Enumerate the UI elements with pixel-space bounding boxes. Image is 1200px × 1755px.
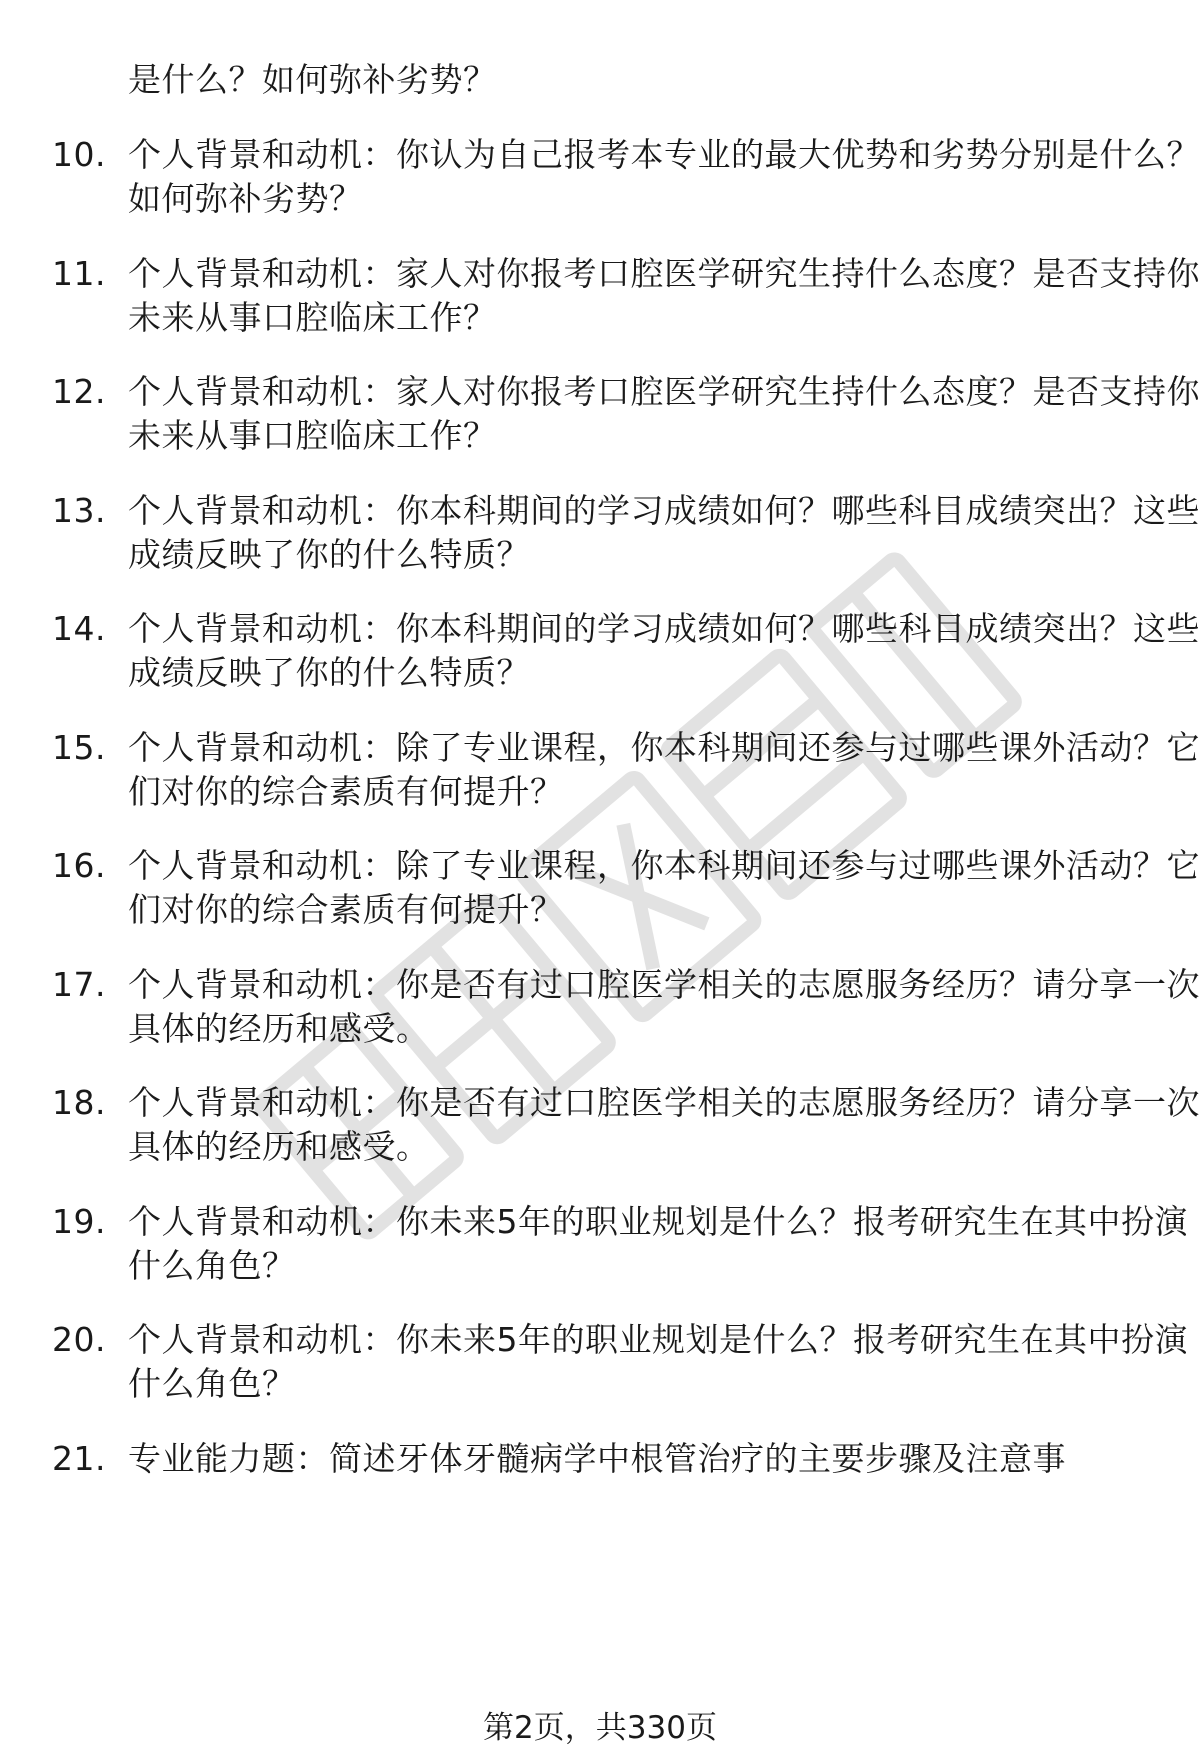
item-number: 18. (52, 1083, 106, 1122)
page-footer: 第2页，共330页 (483, 1710, 717, 1746)
item-number: 12. (52, 372, 106, 411)
item-number: 11. (52, 254, 106, 293)
item-text: 个人背景和动机：你是否有过口腔医学相关的志愿服务经历？请分享一次具体的经历和感受。 (128, 965, 1200, 1048)
item-text: 个人背景和动机：你未来5年的职业规划是什么？报考研究生在其中扮演什么角色？ (128, 1202, 1188, 1285)
item-text: 个人背景和动机：家人对你报考口腔医学研究生持什么态度？是否支持你未来从事口腔临床工作？ (128, 372, 1200, 455)
item-number: 13. (52, 491, 106, 530)
item-number: 14. (52, 609, 106, 648)
continuation-text: 是什么？如何弥补劣势？ (128, 60, 497, 99)
item-text: 个人背景和动机：家人对你报考口腔医学研究生持什么态度？是否支持你未来从事口腔临床工作？ (128, 254, 1200, 337)
item-number: 21. (52, 1439, 106, 1478)
item-text: 个人背景和动机：你本科期间的学习成绩如何？哪些科目成绩突出？这些成绩反映了你的什么特质？ (128, 609, 1200, 692)
item-number: 17. (52, 965, 106, 1004)
item-text: 个人背景和动机：除了专业课程，你本科期间还参与过哪些课外活动？它们对你的综合素质有何提升？ (128, 728, 1200, 811)
item-text: 个人背景和动机：你认为自己报考本专业的最大优势和劣势分别是什么？如何弥补劣势？ (128, 135, 1200, 218)
item-text: 个人背景和动机：你本科期间的学习成绩如何？哪些科目成绩突出？这些成绩反映了你的什么特质？ (128, 491, 1200, 574)
item-number: 16. (52, 846, 106, 885)
item-text: 个人背景和动机：你是否有过口腔医学相关的志愿服务经历？请分享一次具体的经历和感受。 (128, 1083, 1200, 1166)
item-text: 个人背景和动机：你未来5年的职业规划是什么？报考研究生在其中扮演什么角色？ (128, 1320, 1188, 1403)
item-text: 个人背景和动机：除了专业课程，你本科期间还参与过哪些课外活动？它们对你的综合素质有何提升？ (128, 846, 1200, 929)
item-number: 20. (52, 1320, 106, 1359)
item-number: 10. (52, 135, 106, 174)
item-text: 专业能力题：简述牙体牙髓病学中根管治疗的主要步骤及注意事 (128, 1439, 1066, 1478)
item-number: 19. (52, 1202, 106, 1241)
item-number: 15. (52, 728, 106, 767)
